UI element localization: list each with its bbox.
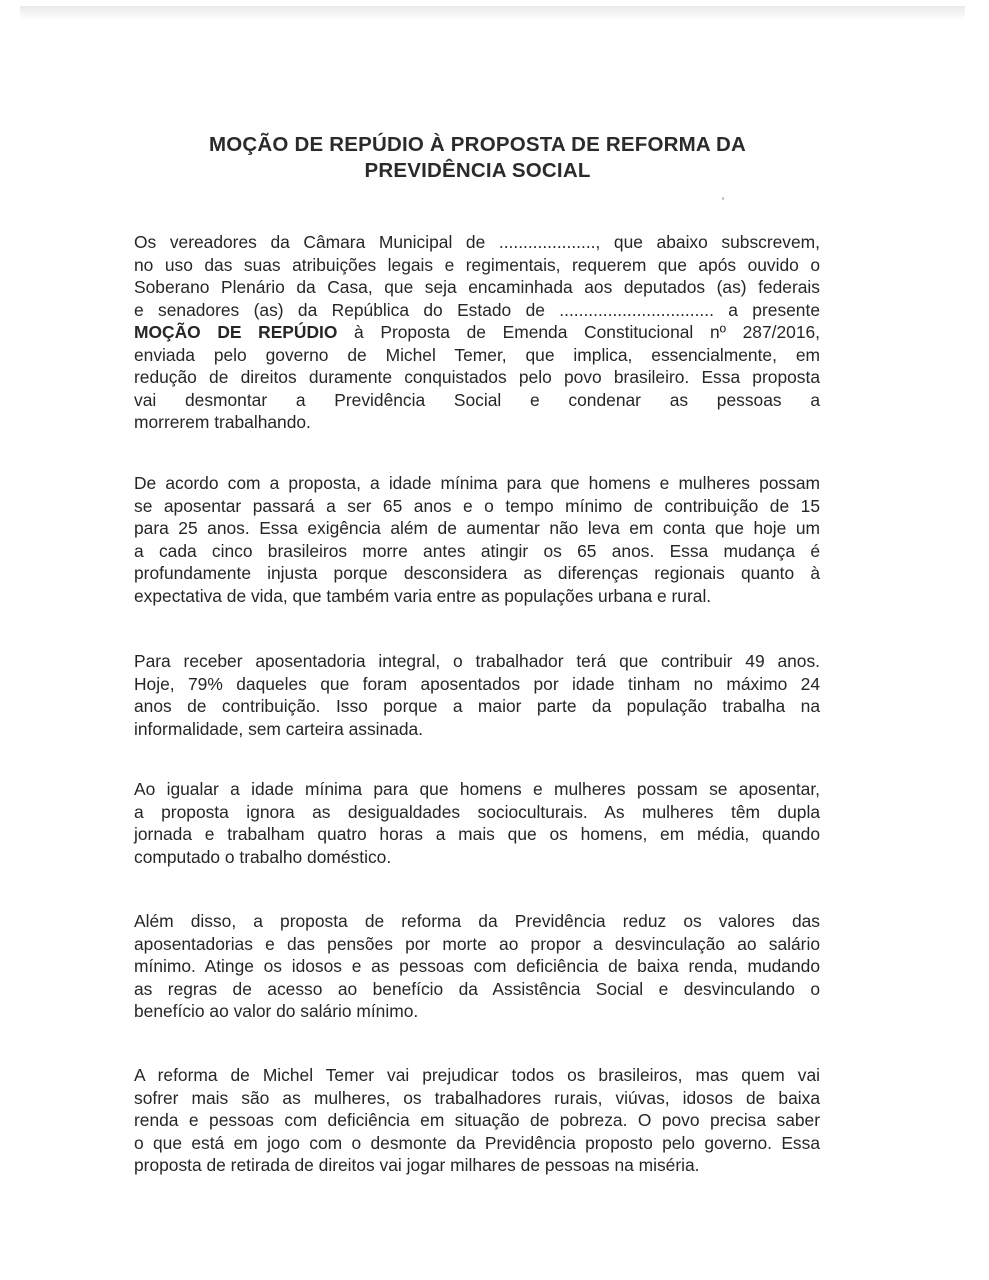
paragraph-text: à Proposta de Emenda Constitucional nº 287/2016,	[337, 322, 821, 342]
title-line-2: PREVIDÊNCIA SOCIAL	[364, 159, 591, 182]
paragraph-line: o que está em jogo com o desmonte da Previdência proposto pelo governo. Essa	[134, 1132, 820, 1153]
paragraph-line: proposta de retirada de direitos vai jogar milhares de pessoas na miséria.	[134, 1155, 700, 1175]
paragraph-line: sofrer mais são as mulheres, os trabalhadores rurais, viúvas, idosos de baixa	[134, 1087, 820, 1108]
paragraph-line: as regras de acesso ao benefício da Assistência Social e desvinculando o	[134, 978, 820, 999]
document-title	[130, 132, 825, 184]
paragraph-line: no uso das suas atribuições legais e regimentais, requerem que após ouvido o	[134, 254, 820, 275]
title-line-1: MOÇÃO DE REPÚDIO À PROPOSTA DE REFORMA DA	[208, 133, 747, 156]
paragraph-line: a proposta ignora as desigualdades socioculturais. As mulheres têm dupla	[134, 801, 820, 822]
paragraph-line: anos de contribuição. Isso porque a maior parte da população trabalha na	[134, 696, 820, 716]
paragraph-line: redução de direitos duramente conquistados pelo povo brasileiro. Essa proposta	[134, 367, 820, 387]
paragraph-line: renda e pessoas com deficiência em situação de pobreza. O povo precisa saber	[134, 1110, 820, 1130]
paragraph-line: Para receber aposentadoria integral, o trabalhador terá que contribuir 49 anos.	[134, 651, 820, 671]
paragraph-line: morrerem trabalhando.	[134, 412, 311, 432]
paragraph-line: Soberano Plenário da Casa, que seja encaminhada aos deputados (as) federais	[134, 277, 820, 297]
paragraph-line: informalidade, sem carteira assinada.	[134, 718, 424, 739]
paragraph-line: a cada cinco brasileiros morre antes atingir os 65 anos. Essa mudança é	[134, 540, 820, 561]
paragraph-line: mínimo. Atinge os idosos e as pessoas com deficiência de baixa renda, mudando	[134, 956, 820, 976]
scan-edge-shadow	[20, 6, 965, 20]
paragraph-line: e senadores (as) da República do Estado de ................................ a presente	[134, 299, 820, 320]
paragraph-line: jornada e trabalham quatro horas a mais que os homens, em média, quando	[134, 824, 820, 844]
paragraph-line: se aposentar passará a ser 65 anos e o tempo mínimo de contribuição de 15	[134, 495, 820, 516]
paragraph-1	[134, 231, 820, 434]
scan-speck	[722, 197, 724, 200]
paragraph-line: vai desmontar a Previdência Social e condenar as pessoas a	[134, 389, 820, 410]
paragraph-line: Além disso, a proposta de reforma da Previdência reduz os valores das	[134, 911, 820, 931]
paragraph-line: computado o trabalho doméstico.	[134, 846, 392, 867]
paragraph-4	[134, 778, 820, 868]
paragraph-line: aposentadorias e das pensões por morte ao propor a desvinculação ao salário	[134, 933, 820, 954]
paragraph-6	[134, 1064, 820, 1177]
paragraph-3	[134, 650, 820, 740]
paragraph-line: profundamente injusta porque desconsidera as diferenças regionais quanto à	[134, 563, 820, 583]
paragraph-line: para 25 anos. Essa exigência além de aumentar não leva em conta que hoje um	[134, 518, 820, 538]
paragraph-line: expectativa de vida, que também varia entre as populações urbana e rural.	[134, 585, 712, 606]
paragraph-line-with-bold	[134, 321, 820, 344]
paragraph-line: A reforma de Michel Temer vai prejudicar todos os brasileiros, mas quem vai	[134, 1065, 820, 1085]
paragraph-5	[134, 910, 820, 1023]
bold-motion-label: MOÇÃO DE REPÚDIO	[134, 322, 338, 342]
paragraph-line: benefício ao valor do salário mínimo.	[134, 1001, 419, 1021]
paragraph-line: Ao igualar a idade mínima para que homens e mulheres possam se aposentar,	[134, 779, 820, 799]
paragraph-2	[134, 472, 820, 607]
paragraph-line: Hoje, 79% daqueles que foram aposentados por idade tinham no máximo 24	[134, 673, 820, 694]
paragraph-line: Os vereadores da Câmara Municipal de ...................., que abaixo subscrevem,	[134, 232, 820, 252]
paragraph-line: enviada pelo governo de Michel Temer, que implica, essencialmente, em	[134, 344, 820, 365]
paragraph-line: De acordo com a proposta, a idade mínima para que homens e mulheres possam	[134, 473, 820, 493]
